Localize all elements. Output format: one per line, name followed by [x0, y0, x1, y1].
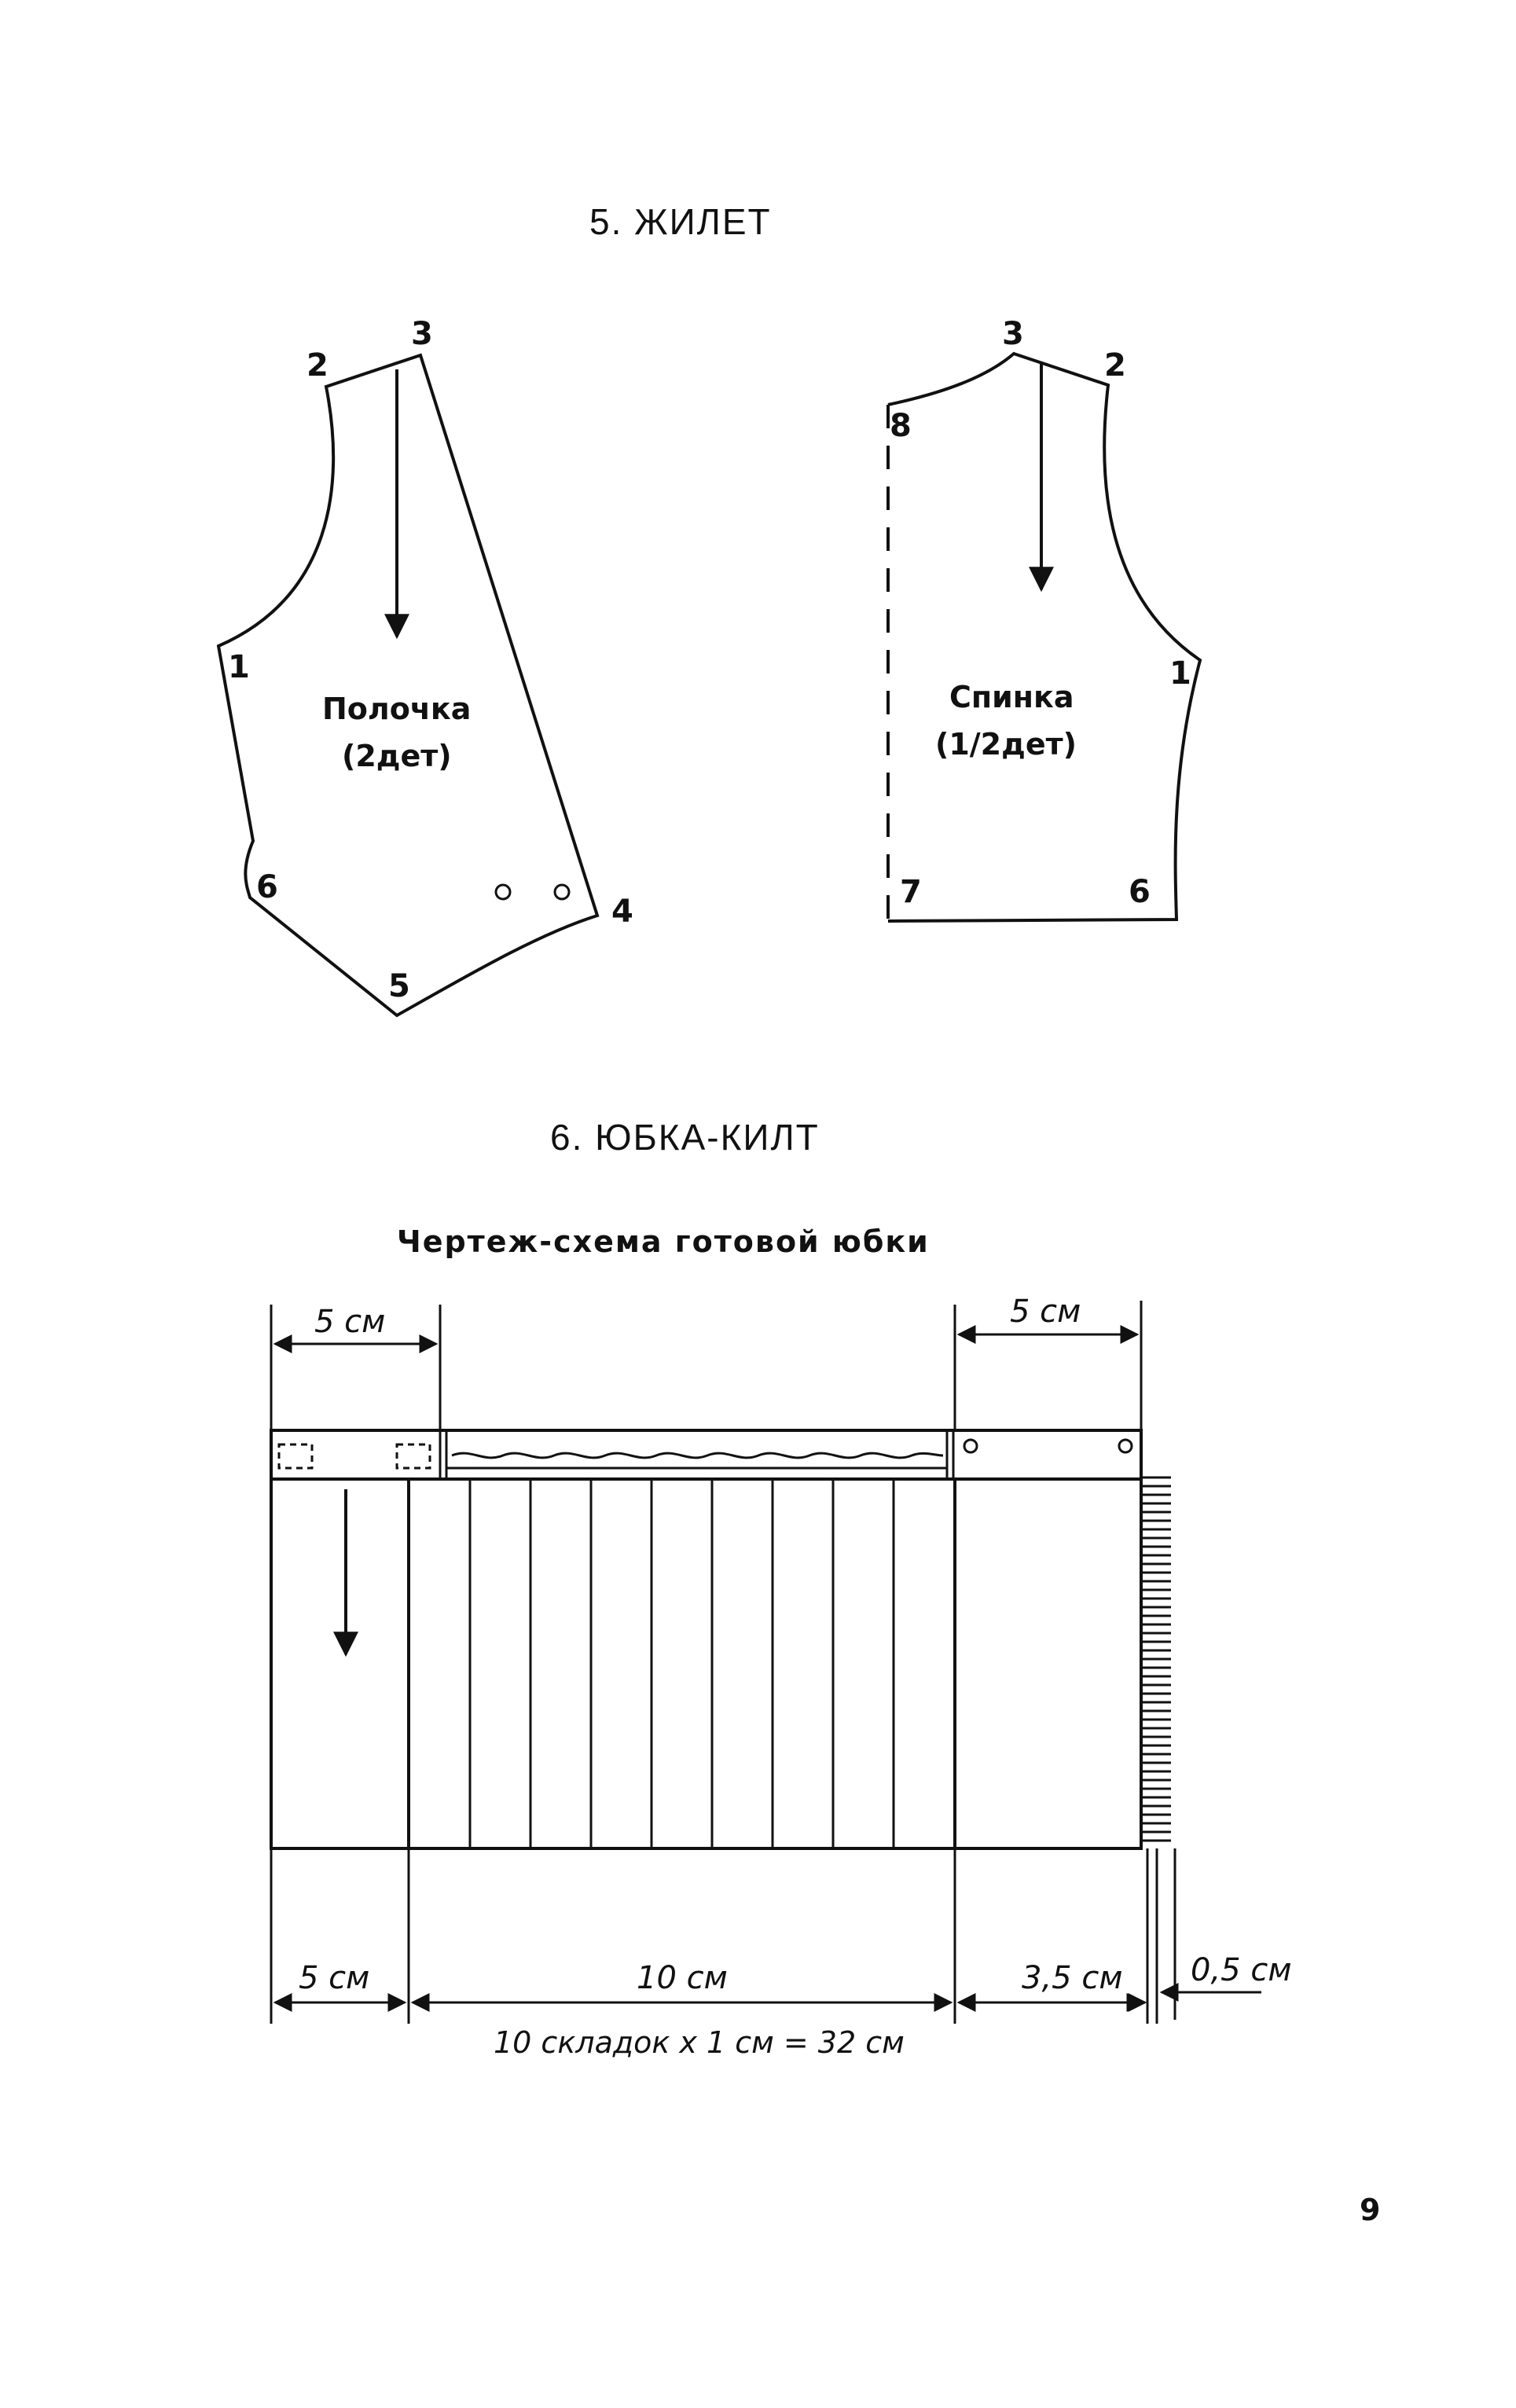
front-button-hole-1: [496, 885, 510, 899]
bottom-left-dim-label: 5 см: [299, 1960, 370, 1996]
back-point-3: 3: [1002, 316, 1024, 352]
buttonhole-left: [279, 1444, 312, 1468]
fringe: [1141, 1477, 1171, 1841]
back-piece-count: (1/2дет): [935, 727, 1077, 762]
skirt-body: [271, 1479, 1141, 1848]
vest-section-title: 5. ЖИЛЕТ: [589, 201, 772, 242]
back-point-8: 8: [890, 408, 912, 444]
page-number: 9: [1360, 2193, 1381, 2227]
top-right-dim-label: 5 см: [1010, 1294, 1081, 1330]
back-point-1: 1: [1169, 655, 1191, 692]
bottom-right-dim-label: 3,5 см: [1022, 1960, 1123, 1996]
kilt-subtitle: Чертеж-схема готовой юбки: [397, 1224, 930, 1259]
back-outline: [888, 354, 1200, 921]
vest-front-piece: [218, 316, 633, 1015]
kilt-section-title: 6. ЮБКА-КИЛТ: [550, 1117, 820, 1158]
kilt-drawing: [271, 1294, 1292, 2060]
buttonhole-right: [397, 1444, 430, 1468]
front-point-6: 6: [256, 869, 278, 905]
bottom-mid-dim-label: 10 см: [637, 1960, 728, 1996]
front-piece-name: Полочка: [322, 692, 472, 726]
button-2: [1119, 1440, 1132, 1452]
front-point-4: 4: [611, 894, 633, 930]
back-point-7: 7: [900, 874, 922, 910]
pleat-formula-label: 10 складок х 1 см = 32 см: [494, 2025, 905, 2060]
front-point-1: 1: [228, 649, 250, 685]
front-outline: [218, 355, 597, 1015]
front-point-2: 2: [307, 347, 329, 384]
front-piece-count: (2дет): [342, 739, 452, 773]
vest-back-piece: [888, 316, 1200, 921]
front-point-5: 5: [388, 968, 410, 1004]
back-piece-name: Спинка: [949, 680, 1074, 714]
waistband-wavy-stitch: [452, 1453, 943, 1458]
button-1: [964, 1440, 977, 1452]
front-point-3: 3: [411, 316, 433, 352]
top-left-dim-label: 5 см: [314, 1304, 386, 1340]
front-button-hole-2: [555, 885, 569, 899]
fringe-dim-label: 0,5 см: [1191, 1952, 1292, 1988]
back-point-2: 2: [1104, 347, 1126, 384]
back-point-6: 6: [1129, 874, 1151, 910]
